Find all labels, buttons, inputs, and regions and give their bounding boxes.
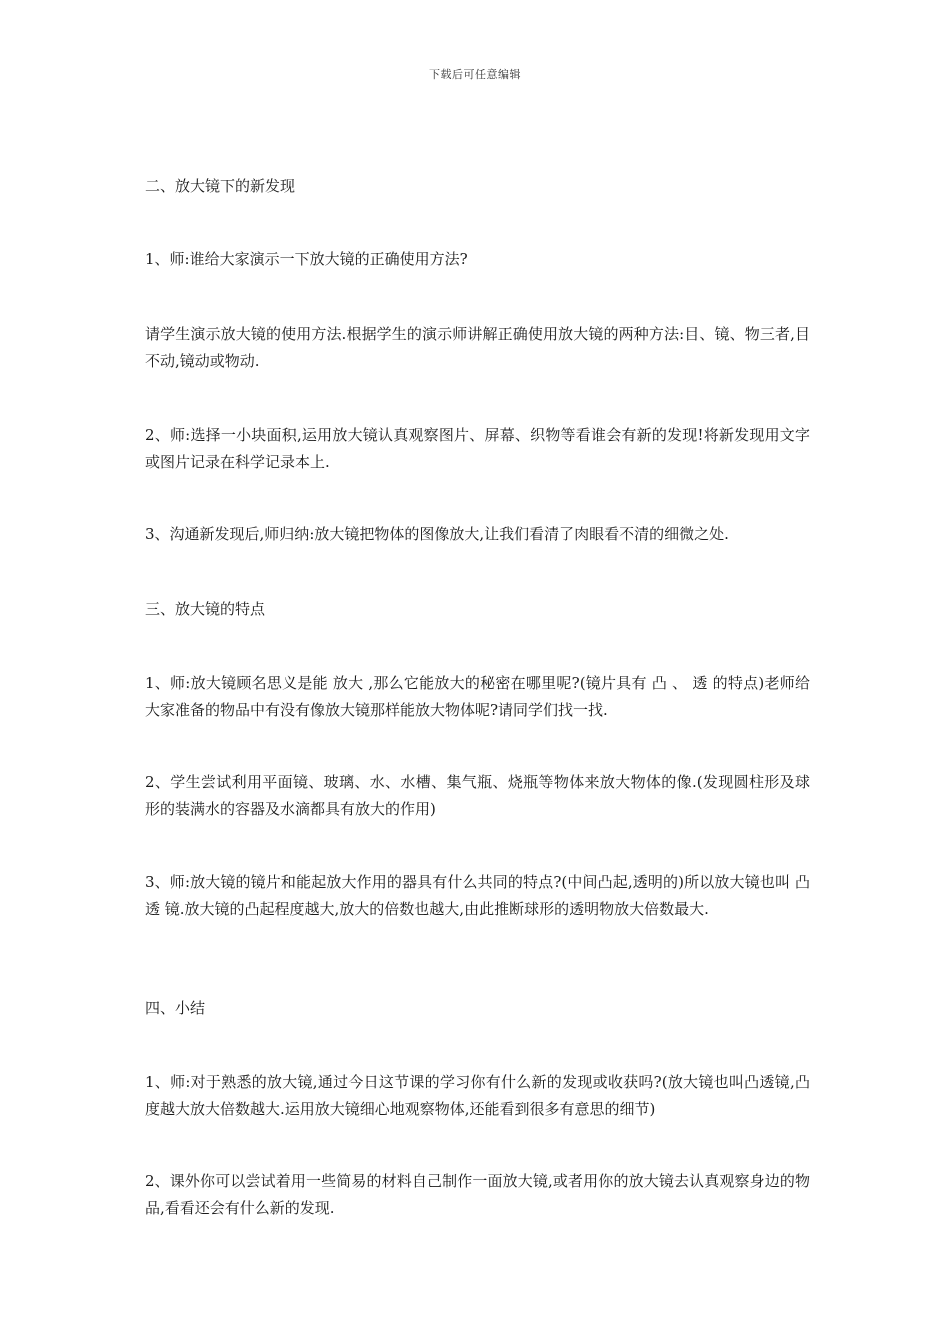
- paragraph-2-4: 3、沟通新发现后,师归纳:放大镜把物体的图像放大,让我们看清了肉眼看不清的细微之处.: [145, 525, 729, 543]
- paragraph-4-1: 1、师:对于熟悉的放大镜,通过今日这节课的学习你有什么新的发现或收获吗?(放大镜也叫凸透镜,凸度越大放大倍数越大.运用放大镜细心地观察物体,还能看到很多有意思的细节): [145, 1073, 810, 1118]
- paragraph-2-2: 请学生演示放大镜的使用方法.根据学生的演示师讲解正确使用放大镜的两种方法:目、镜、物三者,目不动,镜动或物动.: [145, 325, 810, 370]
- section-heading-2: 二、放大镜下的新发现: [145, 177, 296, 195]
- paragraph-2-1: 1、师:谁给大家演示一下放大镜的正确使用方法?: [145, 250, 468, 268]
- section-heading-3: 三、放大镜的特点: [145, 600, 266, 618]
- paragraph-3-3: 3、师:放大镜的镜片和能起放大作用的器具有什么共同的特点?(中间凸起,透明的)所以放大镜也叫 凸透 镜.放大镜的凸起程度越大,放大的倍数也越大,由此推断球形的透明物放大倍数最大.: [145, 873, 810, 918]
- paragraph-2-3: 2、师:选择一小块面积,运用放大镜认真观察图片、屏幕、织物等看谁会有新的发现!将新发现用文字或图片记录在科学记录本上.: [145, 426, 810, 471]
- paragraph-4-2: 2、课外你可以尝试着用一些简易的材料自己制作一面放大镜,或者用你的放大镜去认真观察身边的物品,看看还会有什么新的发现.: [145, 1172, 810, 1217]
- paragraph-3-1: 1、师:放大镜顾名思义是能 放大 ,那么它能放大的秘密在哪里呢?(镜片具有 凸 、 透 的特点)老师给大家准备的物品中有没有像放大镜那样能放大物体呢?请同学们找一找.: [145, 674, 810, 719]
- section-heading-4: 四、小结: [145, 999, 206, 1017]
- paragraph-3-2: 2、学生尝试利用平面镜、玻璃、水、水槽、集气瓶、烧瓶等物体来放大物体的像.(发现圆柱形及球形的装满水的容器及水滴都具有放大的作用): [145, 773, 810, 818]
- header-note: 下载后可任意编辑: [429, 68, 521, 81]
